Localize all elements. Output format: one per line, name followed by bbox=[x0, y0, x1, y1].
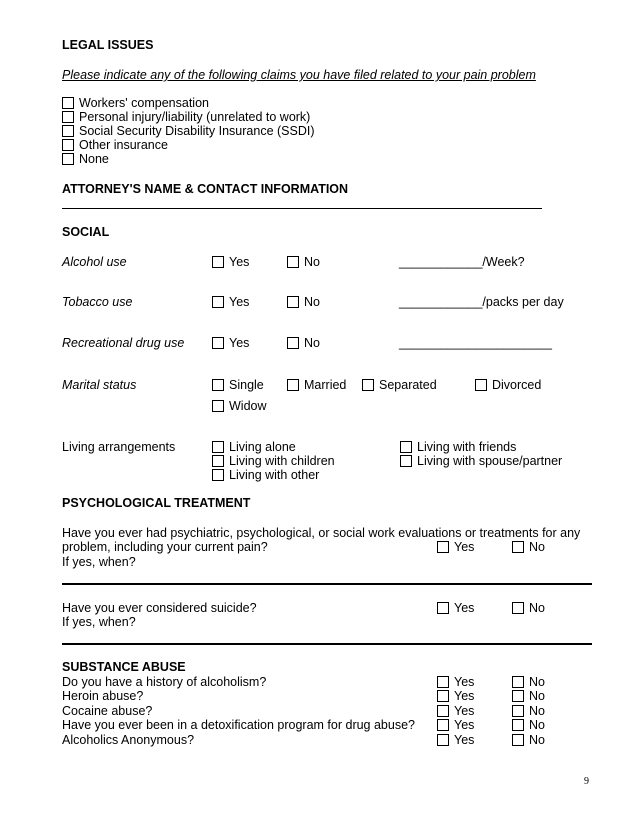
option-label: Personal injury/liability (unrelated to work) bbox=[79, 110, 311, 124]
social-heading: SOCIAL bbox=[62, 225, 110, 239]
yes-label: Yes bbox=[229, 295, 250, 309]
attorney-heading: ATTORNEY'S NAME & CONTACT INFORMATION bbox=[62, 182, 349, 196]
psych-question-1-line-1: Have you ever had psychiatric, psychological, or social work evaluations or treatments for any bbox=[62, 526, 581, 540]
yes-label: Yes bbox=[454, 601, 475, 615]
no-label: No bbox=[529, 601, 545, 615]
option-label: Married bbox=[304, 378, 347, 392]
checkbox-ssdi[interactable] bbox=[62, 125, 74, 137]
option-label: Widow bbox=[229, 399, 267, 413]
living-alone-checkbox[interactable] bbox=[212, 441, 224, 453]
no-label: No bbox=[529, 718, 545, 732]
yes-label: Yes bbox=[454, 540, 475, 554]
psych-q2-yes-checkbox[interactable] bbox=[437, 602, 449, 614]
heroin-no-checkbox[interactable] bbox=[512, 690, 524, 702]
aa-no-checkbox[interactable] bbox=[512, 734, 524, 746]
psych-q1-yes-checkbox[interactable] bbox=[437, 541, 449, 553]
drug-detail-field[interactable]: ______________________ bbox=[399, 336, 552, 350]
tobacco-packs-field[interactable]: ____________/packs per day bbox=[399, 295, 564, 309]
yes-label: Yes bbox=[229, 255, 250, 269]
psych-q2-no-checkbox[interactable] bbox=[512, 602, 524, 614]
tobacco-no-checkbox[interactable] bbox=[287, 296, 299, 308]
yes-label: Yes bbox=[454, 689, 475, 703]
psych-question-1-line-2: problem, including your current pain? bbox=[62, 540, 268, 554]
legal-instruction: Please indicate any of the following claims you have filed related to your pain problem bbox=[62, 68, 536, 82]
no-label: No bbox=[529, 704, 545, 718]
alcohol-no-checkbox[interactable] bbox=[287, 256, 299, 268]
psych-q1-answer-line[interactable] bbox=[62, 583, 592, 585]
option-label: Workers' compensation bbox=[79, 96, 209, 110]
alcoholism-no-checkbox[interactable] bbox=[512, 676, 524, 688]
yes-label: Yes bbox=[454, 733, 475, 747]
option-label: Living with other bbox=[229, 468, 320, 482]
option-label: Living with friends bbox=[417, 440, 517, 454]
option-label: Single bbox=[229, 378, 264, 392]
cocaine-no-checkbox[interactable] bbox=[512, 705, 524, 717]
drug-no-checkbox[interactable] bbox=[287, 337, 299, 349]
yes-label: Yes bbox=[454, 675, 475, 689]
psych-q1-followup: If yes, when? bbox=[62, 555, 136, 569]
no-label: No bbox=[529, 689, 545, 703]
marital-widow-checkbox[interactable] bbox=[212, 400, 224, 412]
alcohol-week-field[interactable]: ____________/Week? bbox=[399, 255, 525, 269]
substance-question: Heroin abuse? bbox=[62, 689, 144, 703]
living-children-checkbox[interactable] bbox=[212, 455, 224, 467]
drug-label: Recreational drug use bbox=[62, 336, 185, 350]
substance-question: Do you have a history of alcoholism? bbox=[62, 675, 267, 689]
no-label: No bbox=[304, 336, 320, 350]
living-friends-checkbox[interactable] bbox=[400, 441, 412, 453]
psych-heading: PSYCHOLOGICAL TREATMENT bbox=[62, 496, 251, 510]
option-label: Other insurance bbox=[79, 138, 168, 152]
no-label: No bbox=[304, 255, 320, 269]
option-label: Living with spouse/partner bbox=[417, 454, 563, 468]
tobacco-label: Tobacco use bbox=[62, 295, 133, 309]
checkbox-other-insurance[interactable] bbox=[62, 139, 74, 151]
drug-yes-checkbox[interactable] bbox=[212, 337, 224, 349]
living-spouse-checkbox[interactable] bbox=[400, 455, 412, 467]
option-label: Separated bbox=[379, 378, 437, 392]
cocaine-yes-checkbox[interactable] bbox=[437, 705, 449, 717]
marital-divorced-checkbox[interactable] bbox=[475, 379, 487, 391]
detox-no-checkbox[interactable] bbox=[512, 719, 524, 731]
page-number: 9 bbox=[584, 776, 589, 787]
option-label: Living alone bbox=[229, 440, 296, 454]
substance-heading: SUBSTANCE ABUSE bbox=[62, 660, 186, 674]
no-label: No bbox=[529, 733, 545, 747]
alcohol-yes-checkbox[interactable] bbox=[212, 256, 224, 268]
heroin-yes-checkbox[interactable] bbox=[437, 690, 449, 702]
psych-q1-no-checkbox[interactable] bbox=[512, 541, 524, 553]
yes-label: Yes bbox=[454, 718, 475, 732]
marital-label: Marital status bbox=[62, 378, 137, 392]
alcohol-label: Alcohol use bbox=[62, 255, 127, 269]
option-label: Living with children bbox=[229, 454, 335, 468]
option-label: Social Security Disability Insurance (SSDI) bbox=[79, 124, 315, 138]
option-label: Divorced bbox=[492, 378, 542, 392]
substance-question: Alcoholics Anonymous? bbox=[62, 733, 195, 747]
marital-married-checkbox[interactable] bbox=[287, 379, 299, 391]
attorney-input-line[interactable] bbox=[62, 208, 542, 209]
marital-separated-checkbox[interactable] bbox=[362, 379, 374, 391]
marital-single-checkbox[interactable] bbox=[212, 379, 224, 391]
alcoholism-yes-checkbox[interactable] bbox=[437, 676, 449, 688]
psych-q2-followup: If yes, when? bbox=[62, 615, 136, 629]
detox-yes-checkbox[interactable] bbox=[437, 719, 449, 731]
legal-heading: LEGAL ISSUES bbox=[62, 38, 154, 52]
psych-q2-answer-line[interactable] bbox=[62, 643, 592, 645]
no-label: No bbox=[304, 295, 320, 309]
substance-question: Have you ever been in a detoxification program for drug abuse? bbox=[62, 718, 415, 732]
living-other-checkbox[interactable] bbox=[212, 469, 224, 481]
living-label: Living arrangements bbox=[62, 440, 176, 454]
no-label: No bbox=[529, 675, 545, 689]
substance-question: Cocaine abuse? bbox=[62, 704, 153, 718]
checkbox-workers-comp[interactable] bbox=[62, 97, 74, 109]
checkbox-none[interactable] bbox=[62, 153, 74, 165]
aa-yes-checkbox[interactable] bbox=[437, 734, 449, 746]
yes-label: Yes bbox=[454, 704, 475, 718]
tobacco-yes-checkbox[interactable] bbox=[212, 296, 224, 308]
no-label: No bbox=[529, 540, 545, 554]
checkbox-personal-injury[interactable] bbox=[62, 111, 74, 123]
option-label: None bbox=[79, 152, 109, 166]
yes-label: Yes bbox=[229, 336, 250, 350]
psych-question-2: Have you ever considered suicide? bbox=[62, 601, 257, 615]
